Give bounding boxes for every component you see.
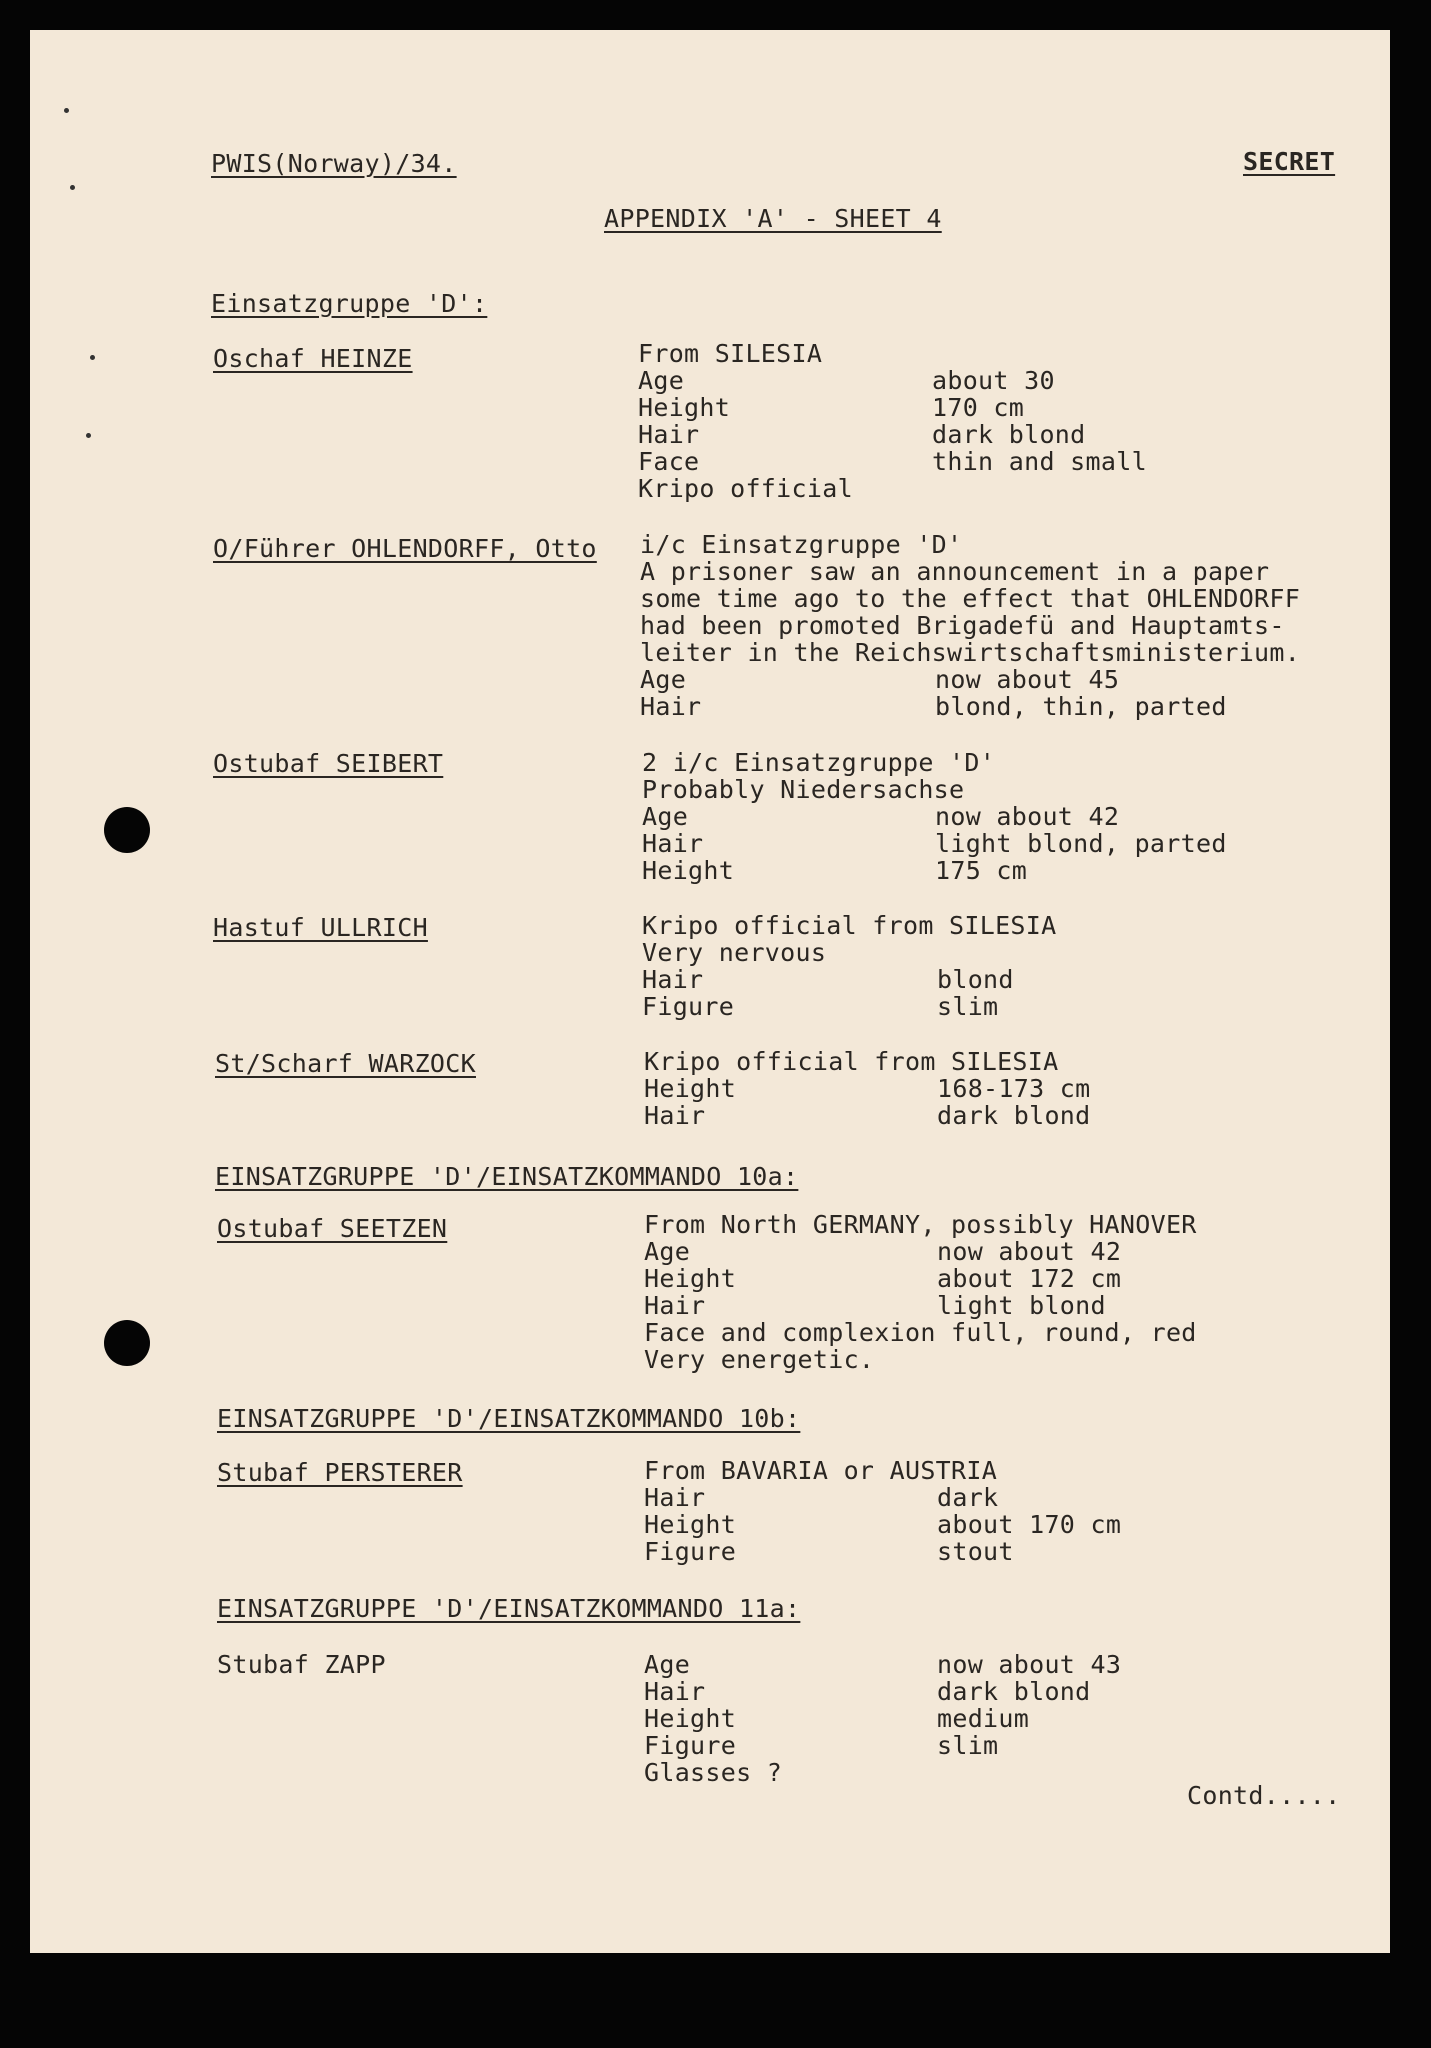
detail-line: had been promoted Brigadefü and Hauptamts- bbox=[640, 611, 1285, 640]
detail-line: some time ago to the effect that OHLENDORFF bbox=[640, 584, 1301, 613]
detail-value: dark bbox=[937, 1483, 999, 1512]
person-name: Ostubaf SEETZEN bbox=[217, 1214, 448, 1243]
detail-value: medium bbox=[937, 1704, 1030, 1733]
margin-speck bbox=[70, 185, 75, 190]
detail-value: light blond, parted bbox=[935, 829, 1227, 858]
detail-line: Kripo official bbox=[638, 474, 853, 503]
classification-marking: SECRET bbox=[1243, 147, 1336, 176]
detail-line: i/c Einsatzgruppe 'D' bbox=[640, 530, 963, 559]
detail-line: From SILESIA bbox=[638, 339, 823, 368]
detail-label: Age bbox=[640, 665, 687, 694]
detail-value: light blond bbox=[937, 1291, 1106, 1320]
detail-label: Hair bbox=[642, 965, 704, 994]
detail-value: 168-173 cm bbox=[937, 1074, 1091, 1103]
detail-value: thin and small bbox=[932, 447, 1147, 476]
person-name: St/Scharf WARZOCK bbox=[215, 1049, 476, 1078]
detail-label: Height bbox=[642, 856, 735, 885]
detail-value: dark blond bbox=[932, 420, 1086, 449]
detail-label: Height bbox=[644, 1510, 737, 1539]
detail-value: about 170 cm bbox=[937, 1510, 1122, 1539]
person-name: Stubaf ZAPP bbox=[217, 1650, 386, 1679]
person-name: Hastuf ULLRICH bbox=[213, 913, 428, 942]
detail-line: From BAVARIA or AUSTRIA bbox=[644, 1456, 998, 1485]
detail-label: Age bbox=[644, 1650, 691, 1679]
detail-value: slim bbox=[937, 992, 999, 1021]
detail-label: Face bbox=[638, 447, 700, 476]
detail-line: From North GERMANY, possibly HANOVER bbox=[644, 1210, 1197, 1239]
detail-label: Age bbox=[644, 1237, 691, 1266]
person-name: Ostubaf SEIBERT bbox=[213, 749, 444, 778]
section-heading: Einsatzgruppe 'D': bbox=[211, 289, 488, 318]
detail-label: Figure bbox=[644, 1731, 737, 1760]
detail-label: Hair bbox=[642, 829, 704, 858]
detail-label: Figure bbox=[644, 1537, 737, 1566]
detail-line: Glasses ? bbox=[644, 1758, 783, 1787]
detail-line: Face and complexion full, round, red bbox=[644, 1318, 1197, 1347]
detail-line: Probably Niedersachse bbox=[642, 775, 965, 804]
detail-value: dark blond bbox=[937, 1677, 1091, 1706]
detail-value: now about 42 bbox=[935, 802, 1120, 831]
detail-value: now about 42 bbox=[937, 1237, 1122, 1266]
detail-value: blond bbox=[937, 965, 1014, 994]
detail-value: about 172 cm bbox=[937, 1264, 1122, 1293]
detail-label: Hair bbox=[644, 1677, 706, 1706]
detail-line: leiter in the Reichswirtschaftsministerium. bbox=[640, 638, 1301, 667]
margin-speck bbox=[64, 108, 69, 113]
margin-speck bbox=[90, 355, 95, 360]
detail-value: dark blond bbox=[937, 1101, 1091, 1130]
detail-label: Height bbox=[644, 1704, 737, 1733]
appendix-title: APPENDIX 'A' - SHEET 4 bbox=[604, 204, 942, 233]
detail-line: A prisoner saw an announcement in a paper bbox=[640, 557, 1270, 586]
section-heading: EINSATZGRUPPE 'D'/EINSATZKOMMANDO 10a: bbox=[215, 1162, 799, 1191]
detail-value: 170 cm bbox=[932, 393, 1025, 422]
detail-value: 175 cm bbox=[935, 856, 1028, 885]
detail-value: slim bbox=[937, 1731, 999, 1760]
detail-label: Figure bbox=[642, 992, 735, 1021]
detail-line: Kripo official from SILESIA bbox=[644, 1047, 1059, 1076]
punch-hole-bottom bbox=[104, 1320, 150, 1366]
detail-line: Very energetic. bbox=[644, 1345, 875, 1374]
detail-label: Height bbox=[644, 1074, 737, 1103]
detail-label: Hair bbox=[644, 1483, 706, 1512]
detail-value: now about 45 bbox=[935, 665, 1120, 694]
detail-line: Kripo official from SILESIA bbox=[642, 911, 1057, 940]
margin-speck bbox=[86, 433, 91, 438]
detail-label: Hair bbox=[644, 1291, 706, 1320]
person-name: Stubaf PERSTERER bbox=[217, 1458, 463, 1487]
detail-label: Age bbox=[638, 366, 685, 395]
person-name: O/Führer OHLENDORFF, Otto bbox=[213, 534, 597, 563]
detail-value: now about 43 bbox=[937, 1650, 1122, 1679]
section-heading: EINSATZGRUPPE 'D'/EINSATZKOMMANDO 11a: bbox=[217, 1594, 801, 1623]
detail-value: stout bbox=[937, 1537, 1014, 1566]
detail-label: Hair bbox=[638, 420, 700, 449]
detail-label: Hair bbox=[640, 692, 702, 721]
detail-value: about 30 bbox=[932, 366, 1055, 395]
detail-line: 2 i/c Einsatzgruppe 'D' bbox=[642, 748, 996, 777]
detail-label: Hair bbox=[644, 1101, 706, 1130]
detail-line: Very nervous bbox=[642, 938, 827, 967]
document-reference: PWIS(Norway)/34. bbox=[211, 149, 457, 178]
detail-label: Height bbox=[638, 393, 731, 422]
person-name: Oschaf HEINZE bbox=[213, 344, 413, 373]
detail-value: blond, thin, parted bbox=[935, 692, 1227, 721]
continued-marker: Contd..... bbox=[1187, 1781, 1341, 1810]
section-heading: EINSATZGRUPPE 'D'/EINSATZKOMMANDO 10b: bbox=[217, 1404, 801, 1433]
punch-hole-top bbox=[104, 807, 150, 853]
detail-label: Height bbox=[644, 1264, 737, 1293]
detail-label: Age bbox=[642, 802, 689, 831]
